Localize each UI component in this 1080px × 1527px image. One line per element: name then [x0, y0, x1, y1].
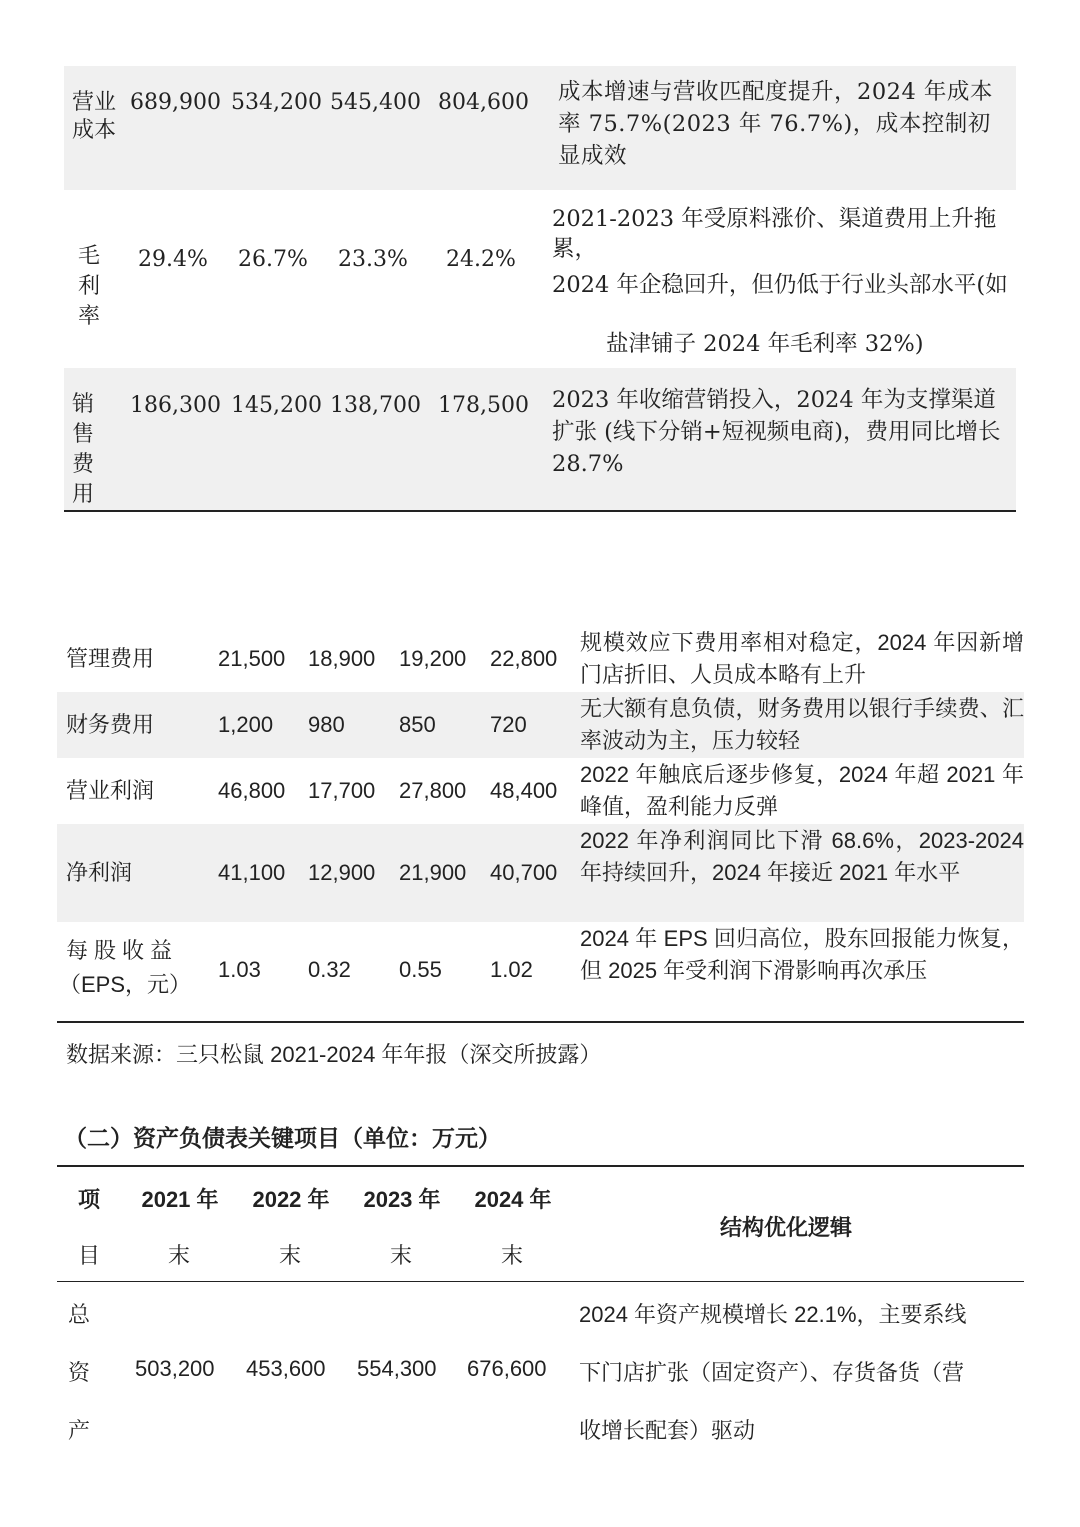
row-note-line: 2021-2023 年受原料涨价、渠道费用上升拖累， [552, 206, 997, 262]
value-2022: 0.32 [308, 957, 351, 982]
header-suffix: 末 [168, 1243, 191, 1268]
table-row [64, 190, 1016, 368]
row-note: 2022 年净利润同比下滑 68.6%，2023-2024 年持续回升，2024 年接近 2021 年水平 [580, 828, 1024, 885]
value-2023: 19,200 [399, 646, 467, 671]
income-table-part2 [57, 625, 1024, 1021]
row-label: 每股收益 [66, 938, 179, 963]
row-note: 无大额有息负债，财务费用以银行手续费、汇率波动为主，压力较轻 [580, 696, 1024, 753]
value-2023: 0.55 [399, 957, 442, 982]
value-2024: 48,400 [490, 778, 558, 803]
header-item: 项 [78, 1187, 101, 1212]
value-2021: 29.4% [138, 247, 208, 272]
table-row [57, 824, 1024, 922]
header-suffix: 末 [501, 1243, 524, 1268]
value-2022: 453,600 [246, 1356, 326, 1381]
value-2021: 689,900 [130, 90, 221, 115]
table-row [57, 922, 1024, 1021]
value-2021: 503,200 [135, 1356, 215, 1381]
header-year-2021: 2021 年 [141, 1187, 219, 1212]
value-2024: 804,600 [438, 90, 529, 115]
row-label-char: 资 [68, 1360, 91, 1385]
income-table-part1 [64, 66, 1016, 510]
row-label: 销售费用 [72, 392, 95, 507]
table-row [57, 692, 1024, 758]
header-logic: 结构优化逻辑 [720, 1215, 853, 1240]
row-note-line: 2024 年资产规模增长 22.1%，主要系线 [579, 1302, 967, 1327]
row-label: 营业利润 [66, 778, 155, 803]
row-note-line: 下门店扩张（固定资产）、存货备货（营 [579, 1360, 965, 1385]
row-label-char: 产 [68, 1418, 91, 1443]
value-2021: 186,300 [130, 393, 221, 418]
header-suffix: 末 [279, 1243, 302, 1268]
table-row [57, 758, 1024, 824]
value-2021: 21,500 [218, 646, 286, 671]
row-note-line: 收增长配套）驱动 [579, 1418, 756, 1443]
value-2024: 40,700 [490, 860, 558, 885]
value-2022: 18,900 [308, 646, 376, 671]
value-2024: 22,800 [490, 646, 558, 671]
row-note: 规模效应下费用率相对稳定，2024 年因新增门店折旧、人员成本略有上升 [580, 630, 1024, 687]
row-label: 管理费用 [66, 646, 155, 671]
row-label-char: 总 [68, 1302, 91, 1327]
value-2022: 534,200 [231, 90, 322, 115]
row-note-line: 2024 年企稳回升，但仍低于行业头部水平(如 [552, 272, 1008, 298]
value-2023: 138,700 [330, 393, 421, 418]
table-top-rule [57, 1165, 1024, 1167]
value-2021: 1.03 [218, 957, 261, 982]
table-bottom-rule [64, 510, 1016, 512]
table-row [64, 66, 1016, 190]
row-label: 营业成本 [72, 90, 117, 143]
row-note: 成本增速与营收匹配度提升，2024 年成本率 75.7%(2023 年 76.7%)，成本控制初显成效 [558, 79, 993, 169]
header-item-2: 目 [78, 1243, 101, 1268]
row-note: 2023 年收缩营销投入，2024 年为支撑渠道扩张 (线下分销+短视频电商)，费用同比增长 28.7% [552, 387, 1001, 477]
row-note-line: 盐津铺子 2024 年毛利率 32%) [606, 331, 924, 357]
table-row [64, 368, 1016, 510]
value-2023: 545,400 [330, 90, 421, 115]
value-2023: 21,900 [399, 860, 467, 885]
row-note: 2024 年 EPS 回归高位，股东回报能力恢复，但 2025 年受利润下滑影响再次承压 [580, 926, 1024, 983]
value-2021: 1,200 [218, 712, 274, 737]
table-bottom-rule [57, 1021, 1024, 1023]
value-2022: 145,200 [231, 393, 322, 418]
value-2024: 720 [490, 712, 527, 737]
header-year-2022: 2022 年 [252, 1187, 330, 1212]
table-row [57, 625, 1024, 692]
value-2024: 676,600 [467, 1356, 547, 1381]
value-2022: 980 [308, 712, 345, 737]
row-label: 净利润 [66, 860, 133, 885]
value-2024: 178,500 [438, 393, 529, 418]
value-2022: 26.7% [238, 247, 308, 272]
value-2023: 850 [399, 712, 436, 737]
value-2023: 554,300 [357, 1356, 437, 1381]
row-note: 2022 年触底后逐步修复，2024 年超 2021 年峰值，盈利能力反弹 [580, 762, 1024, 819]
value-2021: 46,800 [218, 778, 286, 803]
value-2022: 12,900 [308, 860, 376, 885]
header-year-2023: 2023 年 [363, 1187, 441, 1212]
row-label-sub: （EPS，元） [59, 972, 192, 997]
section-heading: （二）资产负债表关键项目（单位：万元） [64, 1126, 501, 1152]
table-header-rule [57, 1281, 1024, 1282]
value-2024: 24.2% [446, 247, 516, 272]
value-2022: 17,700 [308, 778, 376, 803]
row-label: 毛利率 [78, 244, 101, 329]
value-2021: 41,100 [218, 860, 286, 885]
value-2024: 1.02 [490, 957, 533, 982]
header-year-2024: 2024 年 [474, 1187, 552, 1212]
header-suffix: 末 [390, 1243, 413, 1268]
value-2023: 23.3% [338, 247, 408, 272]
value-2023: 27,800 [399, 778, 467, 803]
row-label: 财务费用 [66, 712, 155, 737]
data-source-note: 数据来源：三只松鼠 2021-2024 年年报（深交所披露） [66, 1042, 602, 1067]
